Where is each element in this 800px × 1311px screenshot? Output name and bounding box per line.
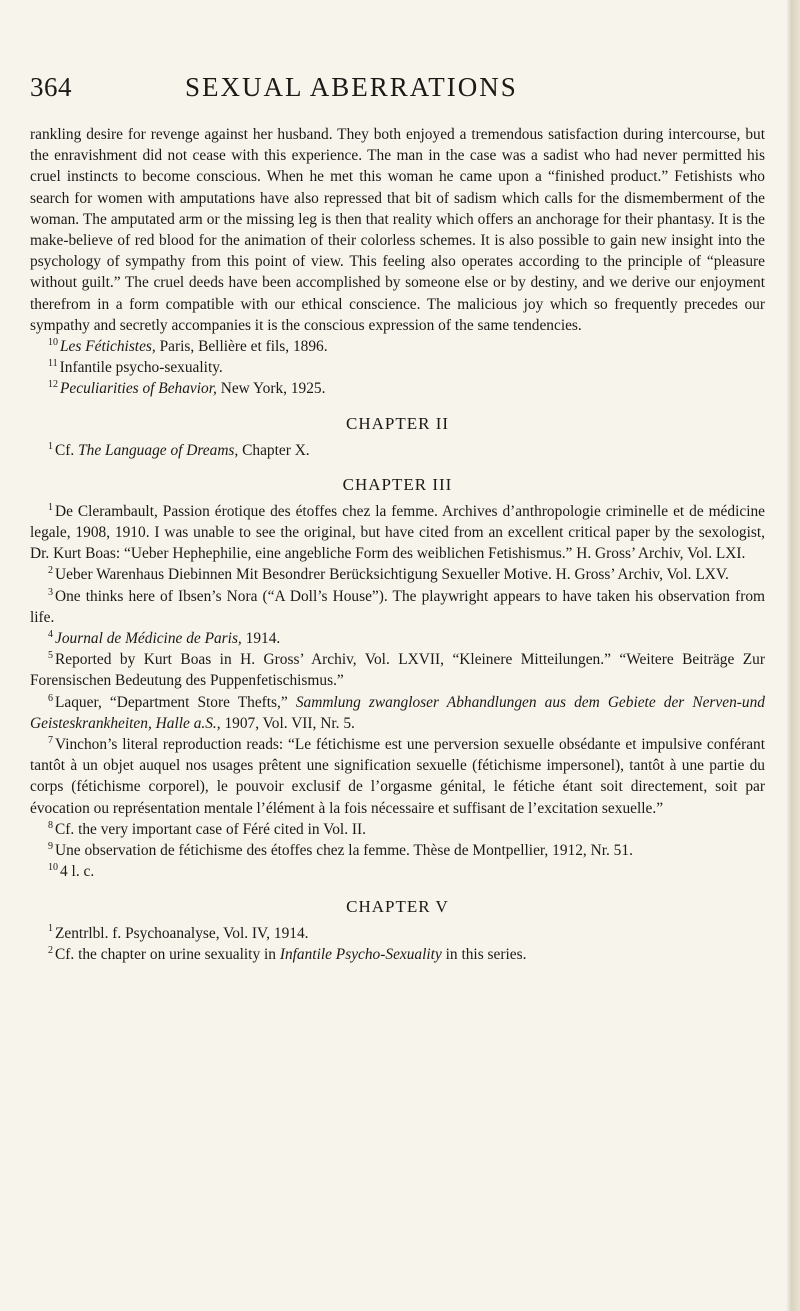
- chapter-ii-notes: [30, 440, 765, 461]
- footnote-number: 12: [48, 379, 58, 391]
- footnote: [30, 378, 765, 399]
- footnote-text: 4 l. c.: [60, 863, 95, 881]
- footnote-title: The Language of Dreams,: [78, 441, 239, 459]
- footnote: [30, 586, 765, 628]
- footnote-text: Reported by Kurt Boas in H. Gross’ Archiv, Vol. LXVII, “Kleinere Mitteilungen.” “Weitere Beiträge Zur Forensischen Bedeutung des Puppenfetischismus.”: [30, 651, 765, 690]
- footnote-text: One thinks here of Ibsen’s Nora (“A Doll’s House”). The playwright appears to have taken his observation from life.: [30, 587, 765, 626]
- book-page: [30, 72, 765, 965]
- chapter-ii-section: [30, 414, 765, 461]
- footnote-text: Zentrlbl. f. Psychoanalyse, Vol. IV, 1914.: [55, 924, 309, 942]
- footnote-text: De Clerambault, Passion érotique des étoffes chez la femme. Archives d’anthropologie criminelle et de médicine legale, 1908, 1910. I was unable to see the original, but have cited from an excellent critical paper by the sexologist, Dr. Kurt Boas: “Ueber Hephephilie, eine angebliche Form des weiblichen Fetishismus.” H. Gross’ Archiv, Vol. LXI.: [30, 502, 765, 563]
- footnote-number: 10: [48, 862, 58, 874]
- footnote-text: Vinchon’s literal reproduction reads: “Le fétichisme est une perversion sexuelle obsédante et impulsive conférant tantôt à un objet auquel nos usages prêtent une signification sexuelle (fétichisme impersonel), tantôt à une partie du corps (fétichisme corporel), le pouvoir exclusif de l’orgasme génital, le fétiche étant soit directement, soit par évocation ou représentation mentale l’élément à la fois nécessaire et suffisant de l’excitation sexuelle.”: [30, 736, 765, 817]
- chapter-v-heading: CHAPTER V: [346, 896, 449, 916]
- footnote: [30, 692, 765, 734]
- footnote-number: 1: [48, 501, 53, 513]
- footnote-text: Cf. the very important case of Féré cited in Vol. II.: [55, 820, 367, 838]
- footnote-text: in this series.: [441, 945, 527, 963]
- footnote: [30, 840, 765, 861]
- footnote-title: Peculiarities of Behavior,: [60, 380, 217, 398]
- footnote-text: Cf.: [55, 441, 79, 459]
- footnote-number: 7: [48, 734, 53, 746]
- footnote-title: Sammlung zwangloser Abhandlungen aus dem Gebiete der Nerven-und Geisteskrankheiten, Halle a.S.,: [30, 693, 765, 732]
- footnote-number: 3: [48, 586, 53, 598]
- footnote-number: 2: [48, 944, 53, 956]
- chapter-v-notes: [30, 923, 765, 965]
- footnote: [30, 944, 765, 965]
- footnote-title: Journal de Médicine de Paris,: [55, 630, 242, 648]
- footnote-text: Infantile psycho-sexuality.: [59, 359, 223, 377]
- footnote-text: Chapter X.: [238, 441, 310, 459]
- footnote: [30, 734, 765, 819]
- notes-top: [30, 336, 765, 400]
- chapter-iii-notes: [30, 501, 765, 883]
- footnote-title: Infantile Psycho-Sexuality: [279, 945, 442, 963]
- footnote-number: 1: [48, 923, 53, 935]
- chapter-iii-heading: CHAPTER III: [342, 474, 453, 494]
- body-paragraph: rankling desire for revenge against her husband. They both enjoyed a tremendous satisfaction during intercourse, but the enravishment did not cease with this experience. The man in the case was a sadist who had never permitted his cruel instincts to become conscious. When he met this woman he came upon a “finished product.” Fetishists who search for women with amputations have also repressed that bit of sadism which calls for the dismemberment of the woman. The amputated arm or the missing leg is then that reality which offers an anchorage for their phantasy. It is the make-believe of red blood for the animation of their colorless schemes. It is also possible to gain new insight into the psychology of sympathy from this point of view. This feeling also operates according to the principle of “pleasure without guilt.” The cruel deeds have been accomplished by someone else or by destiny, and we derive our enjoyment therefrom in a form compatible with our ethical conscience. The malicious joy which so frequently precedes our sympathy and secretly accompanies it is the conscious expression of the same tendencies.: [30, 126, 765, 334]
- footnote: [30, 501, 765, 565]
- footnote-number: 6: [48, 692, 53, 704]
- footnote: [30, 440, 765, 461]
- footnote-text: Paris, Bellière et fils, 1896.: [155, 338, 328, 356]
- footnote: [30, 861, 765, 882]
- footnote: [30, 564, 765, 585]
- footnote-text: 1907, Vol. VII, Nr. 5.: [220, 714, 355, 732]
- chapter-iii-section: [30, 475, 765, 883]
- footnote: [30, 819, 765, 840]
- footnote-text: 1914.: [241, 630, 281, 648]
- running-title: SEXUAL ABERRATIONS: [185, 72, 518, 102]
- running-head: [30, 72, 765, 112]
- footnote-number: 10: [48, 336, 58, 348]
- footnote: [30, 628, 765, 649]
- footnote-text: Une observation de fétichisme des étoffes chez la femme. Thèse de Montpellier, 1912, Nr. 51.: [55, 842, 633, 860]
- footnote-number: 2: [48, 565, 53, 577]
- page-number: 364: [30, 72, 72, 102]
- footnote-number: 11: [48, 358, 58, 370]
- footnote-number: 5: [48, 650, 53, 662]
- footnote-text: Cf. the chapter on urine sexuality in: [55, 945, 280, 963]
- chapter-ii-heading: CHAPTER II: [345, 413, 450, 433]
- footnote-number: 4: [48, 628, 53, 640]
- footnote: [30, 357, 765, 378]
- chapter-v-section: [30, 897, 765, 965]
- footnote-text: Ueber Warenhaus Diebinnen Mit Besondrer Berücksichtigung Sexueller Motive. H. Gross’ Archiv, Vol. LXV.: [55, 566, 729, 584]
- body-text: [30, 124, 765, 336]
- footnote-title: Les Fétichistes,: [60, 338, 156, 356]
- footnote-number: 1: [48, 440, 53, 452]
- footnote-text: New York, 1925.: [216, 380, 326, 398]
- page-edge-shadow: [786, 0, 800, 1311]
- footnote: [30, 923, 765, 944]
- footnote-number: 9: [48, 840, 53, 852]
- footnote-number: 8: [48, 819, 53, 831]
- footnote-text: Laquer, “Department Store Thefts,”: [55, 693, 296, 711]
- footnote: [30, 336, 765, 357]
- footnote: [30, 649, 765, 691]
